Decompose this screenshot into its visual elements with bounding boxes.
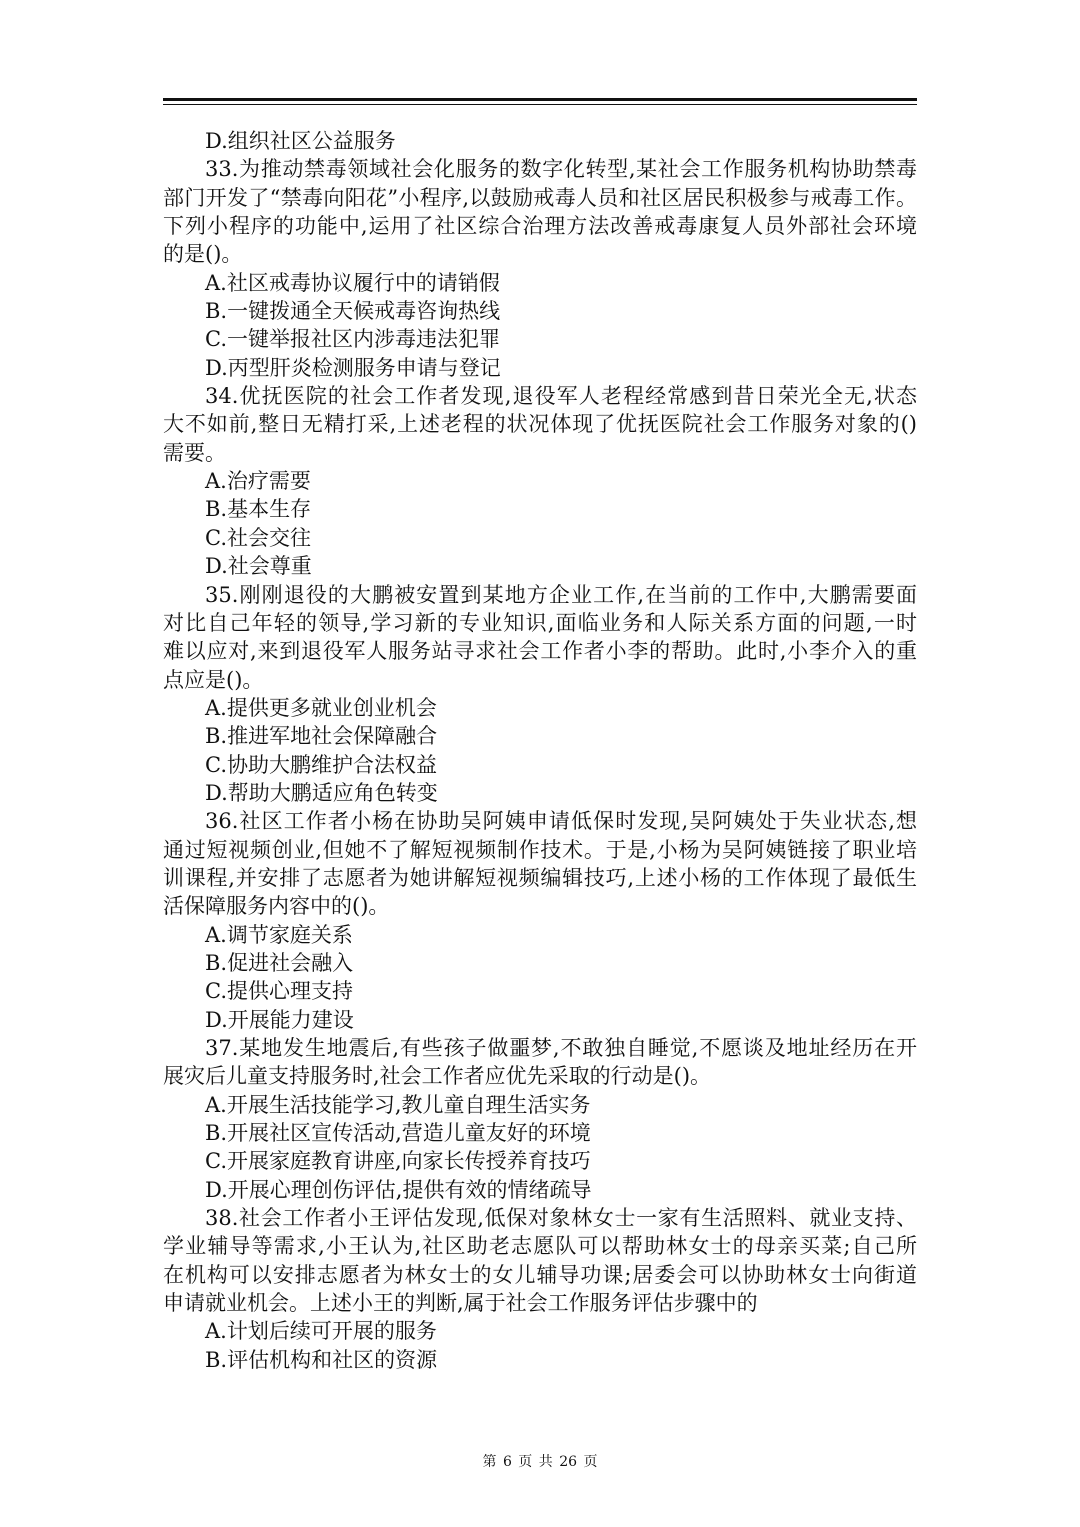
answer-option: B.基本生存	[205, 497, 312, 522]
answer-option: A.计划后续可开展的服务	[205, 1319, 437, 1344]
answer-option: C.一键举报社区内涉毒违法犯罪	[205, 327, 500, 352]
question-text-line: 38.社会工作者小王评估发现,低保对象林女士一家有生活照料、就业支持、	[205, 1206, 917, 1231]
question-text-line: 37.某地发生地震后,有些孩子做噩梦,不敢独自睡觉,不愿谈及地址经历在开	[205, 1036, 917, 1060]
header-rule-thick	[163, 98, 917, 101]
answer-option: A.调节家庭关系	[205, 922, 353, 947]
question-text-line: 33.为推动禁毒领域社会化服务的数字化转型,某社会工作服务机构协助禁毒	[205, 157, 917, 182]
header-rule-thin	[163, 104, 917, 105]
answer-option: B.促进社会融入	[205, 950, 354, 975]
answer-option: B.开展社区宣传活动,营造儿童友好的环境	[205, 1121, 591, 1146]
answer-option: B.评估机构和社区的资源	[205, 1347, 438, 1372]
page-body	[163, 127, 917, 1374]
question-text-line: 点应是()。	[163, 667, 264, 692]
answer-option: A.社区戒毒协议履行中的请销假	[205, 270, 500, 295]
question-text-line: 34.优抚医院的社会工作者发现,退役军人老程经常感到昔日荣光全无,状态	[205, 384, 917, 409]
question-text-line: 35.刚刚退役的大鹏被安置到某地方企业工作,在当前的工作中,大鹏需要面	[205, 582, 917, 607]
answer-option: B.一键拨通全天候戒毒咨询热线	[205, 299, 501, 324]
question-text-line: 需要。	[163, 440, 226, 465]
question-text-line: 对比自己年轻的领导,学习新的专业知识,面临业务和人际关系方面的问题,一时	[163, 610, 917, 635]
question-text-line: 大不如前,整日无精打采,上述老程的状况体现了优抚医院社会工作服务对象的()	[163, 412, 917, 437]
question-text-line: 部门开发了“禁毒向阳花”小程序,以鼓励戒毒人员和社区居民积极参与戒毒工作。	[163, 185, 917, 210]
answer-option: A.开展生活技能学习,教儿童自理生活实务	[205, 1092, 591, 1117]
answer-option: C.开展家庭教育讲座,向家长传授养育技巧	[205, 1149, 591, 1174]
answer-option: D.帮助大鹏适应角色转变	[205, 780, 438, 805]
question-text-line: 下列小程序的功能中,运用了社区综合治理方法改善戒毒康复人员外部社会环境	[163, 214, 917, 239]
answer-option: B.推进军地社会保障融合	[205, 724, 438, 749]
question-text-line: 训课程,并安排了志愿者为她讲解短视频编辑技巧,上述小杨的工作体现了最低生	[163, 865, 917, 890]
answer-option: D.开展能力建设	[205, 1007, 354, 1032]
page-footer: 第 6 页 共 26 页	[482, 1454, 598, 1470]
question-text-line: 展灾后儿童支持服务时,社会工作者应优先采取的行动是()。	[163, 1064, 712, 1089]
question-text-line: 活保障服务内容中的()。	[163, 894, 390, 919]
answer-option: D.丙型肝炎检测服务申请与登记	[205, 355, 501, 380]
answer-option: D.组织社区公益服务	[205, 129, 396, 153]
answer-option: A.提供更多就业创业机会	[205, 695, 437, 720]
question-text-line: 难以应对,来到退役军人服务站寻求社会工作者小李的帮助。此时,小李介入的重	[163, 639, 917, 664]
answer-option: C.社会交往	[205, 525, 311, 550]
answer-option: A.治疗需要	[205, 469, 311, 494]
question-text-line: 的是()。	[163, 242, 243, 267]
question-text-line: 学业辅导等需求,小王认为,社区助老志愿队可以帮助林女士的母亲买菜;自己所	[163, 1234, 917, 1259]
question-text-line: 36.社区工作者小杨在协助吴阿姨申请低保时发现,吴阿姨处于失业状态,想	[205, 809, 917, 834]
answer-option: C.提供心理支持	[205, 979, 353, 1004]
answer-option: C.协助大鹏维护合法权益	[205, 752, 437, 777]
answer-option: D.开展心理创伤评估,提供有效的情绪疏导	[205, 1177, 592, 1202]
question-text-line: 申请就业机会。上述小王的判断,属于社会工作服务评估步骤中的	[163, 1291, 758, 1316]
answer-option: D.社会尊重	[205, 554, 312, 579]
question-text-line: 通过短视频创业,但她不了解短视频制作技术。于是,小杨为吴阿姨链接了职业培	[163, 837, 917, 862]
question-text-line: 在机构可以安排志愿者为林女士的女儿辅导功课;居委会可以协助林女士向街道	[163, 1262, 917, 1287]
